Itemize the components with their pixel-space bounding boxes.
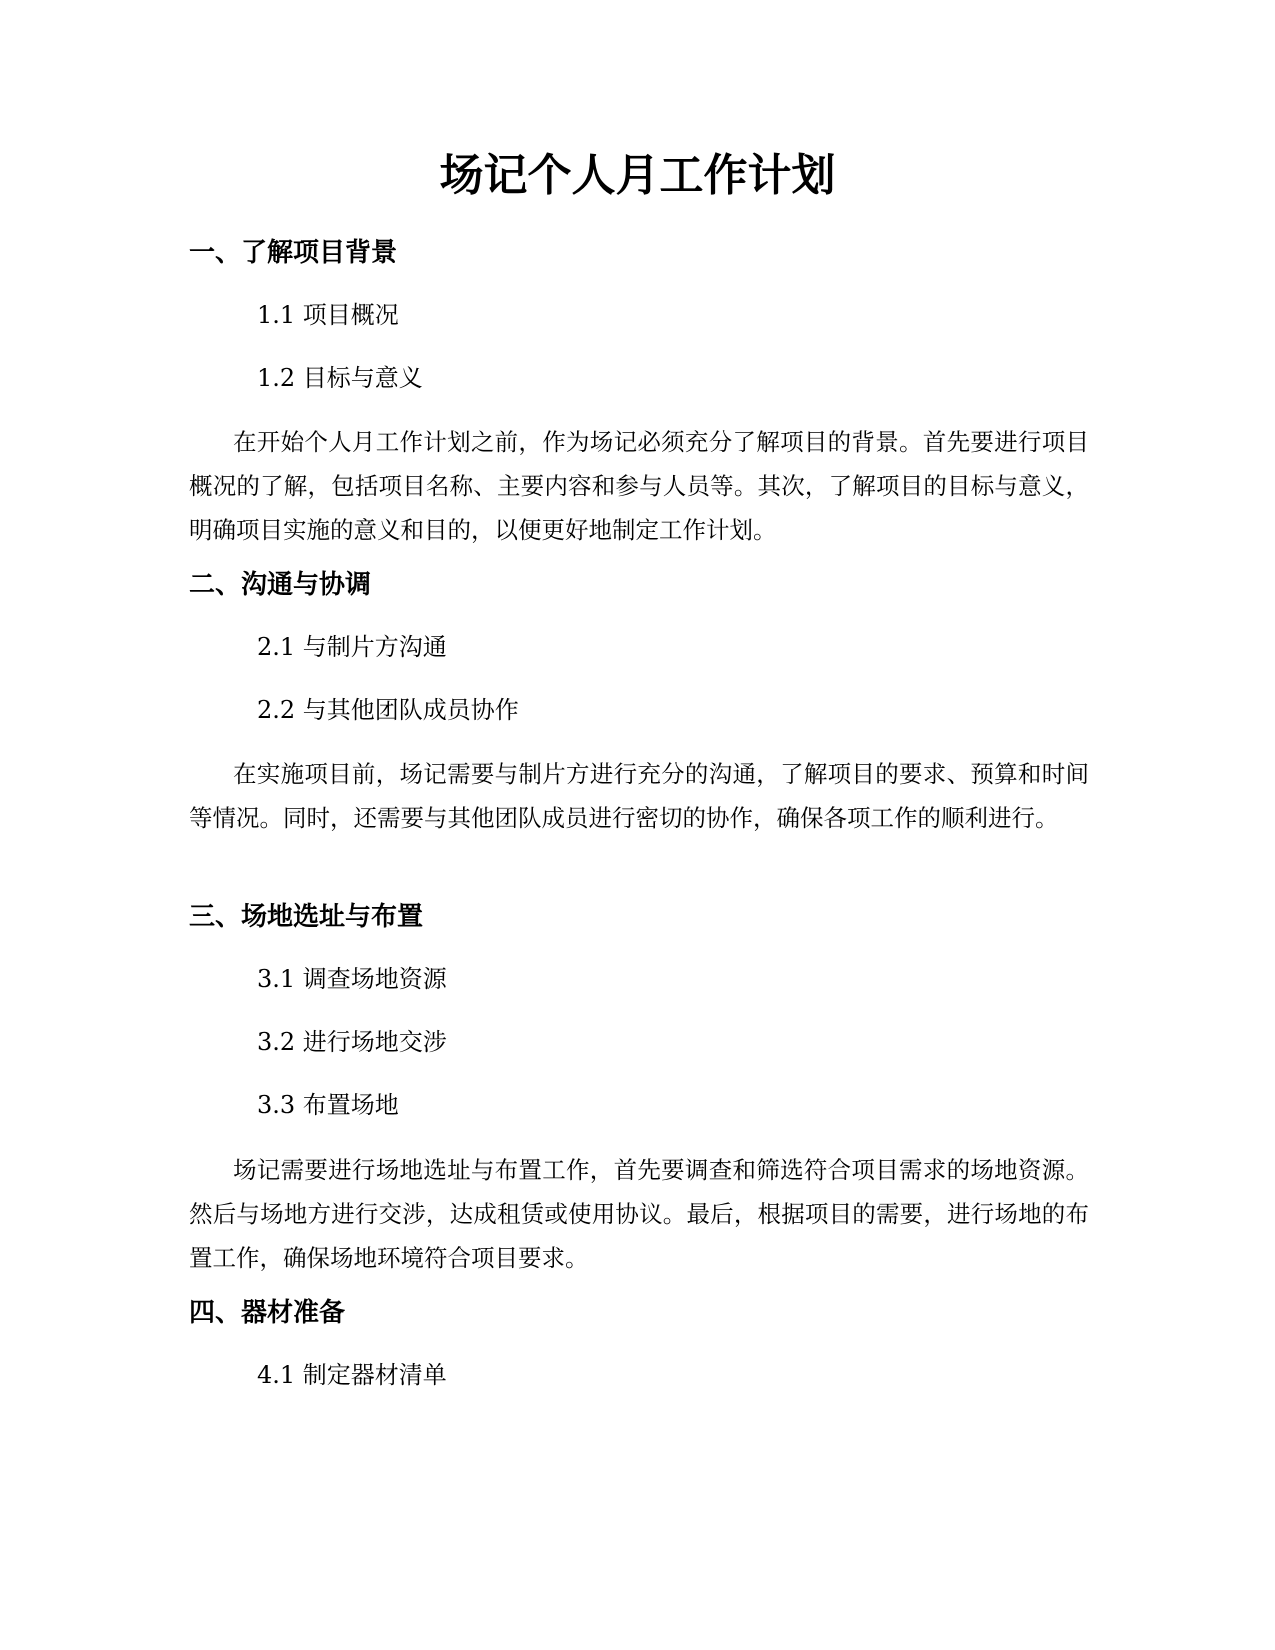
section-2-paragraph: 在实施项目前，场记需要与制片方进行充分的沟通，了解项目的要求、预算和时间等情况。同时，还需要与其他团队成员进行密切的协作，确保各项工作的顺利进行。 xyxy=(189,760,1089,832)
section-1-paragraph: 在开始个人月工作计划之前，作为场记必须充分了解项目的背景。首先要进行项目概况的了解，包括项目名称、主要内容和参与人员等。其次，了解项目的目标与意义，明确项目实施的意义和目的，以便更好地制定工作计划。 xyxy=(189,428,1089,544)
section-3-paragraph: 场记需要进行场地选址与布置工作，首先要调查和筛选符合项目需求的场地资源。然后与场地方进行交涉，达成租赁或使用协议。最后，根据项目的需要，进行场地的布置工作，确保场地环境符合项目要求。 xyxy=(189,1156,1089,1272)
subsection-2-2: 2.2 与其他团队成员协作 xyxy=(257,696,519,724)
section-heading-3: 三、场地选址与布置 xyxy=(189,902,424,932)
subsection-1-2: 1.2 目标与意义 xyxy=(257,364,423,392)
subsection-3-2: 3.2 进行场地交涉 xyxy=(257,1028,447,1056)
subsection-2-1: 2.1 与制片方沟通 xyxy=(257,633,447,661)
section-heading-4: 四、器材准备 xyxy=(189,1298,346,1328)
section-heading-1: 一、了解项目背景 xyxy=(189,238,398,268)
subsection-1-1: 1.1 项目概况 xyxy=(257,301,399,329)
subsection-3-1: 3.1 调查场地资源 xyxy=(257,965,447,993)
subsection-3-3: 3.3 布置场地 xyxy=(257,1091,399,1119)
section-heading-2: 二、沟通与协调 xyxy=(189,570,372,600)
subsection-4-1: 4.1 制定器材清单 xyxy=(257,1361,447,1389)
document-title: 场记个人月工作计划 xyxy=(439,150,836,201)
